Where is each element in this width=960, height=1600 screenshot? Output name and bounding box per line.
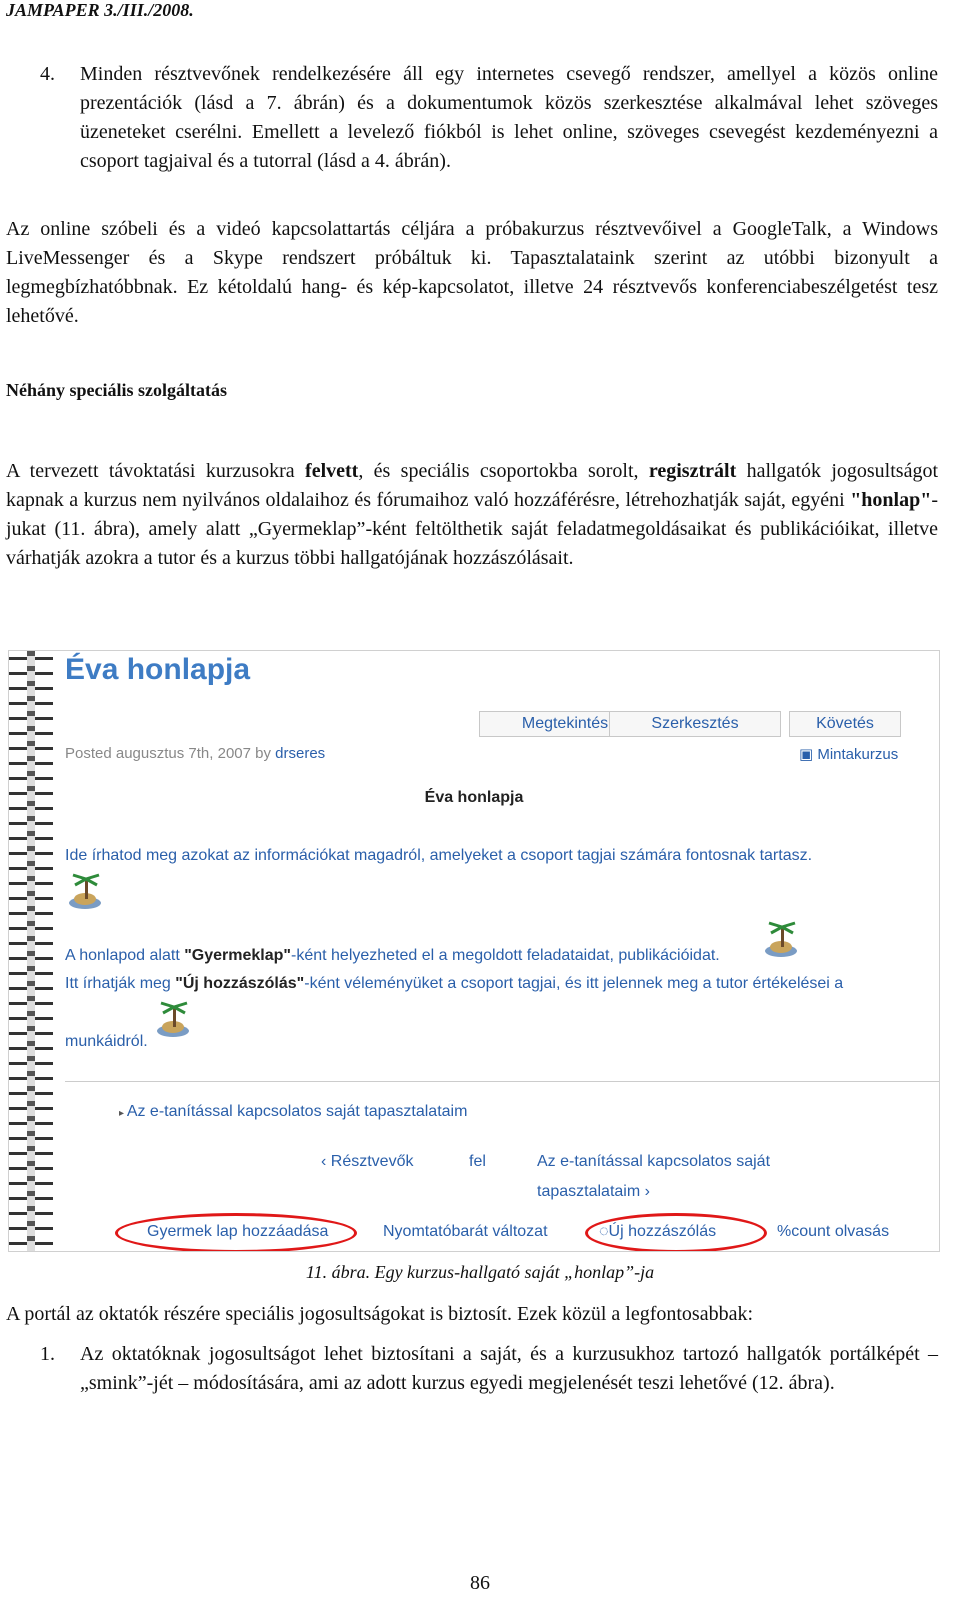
section-heading: Néhány speciális szolgáltatás (6, 380, 228, 400)
posted-info: Posted augusztus 7th, 2007 by drseres (65, 745, 326, 762)
nav-next-link-line2[interactable]: tapasztalataim › (537, 1183, 650, 1200)
tab-edit[interactable]: Szerkesztés (609, 711, 781, 737)
highlight-oval-add-child (115, 1213, 357, 1252)
paragraph-portal: A portál az oktatók részére speciális jogosultságokat is biztosít. Ezek közül a legfontosabbak: (6, 1303, 754, 1325)
list-number-1: 1. (40, 1343, 55, 1365)
paragraph-services: A tervezett távoktatási kurzusokra felvett, és speciális csoportokba sorolt, regisztrált hallgatók jogosultságot kapnak a kurzus nem nyilvános oldalaihoz és fórumaihoz való hozzáférésre, létrehozhatják saját, egyéni "honlap"-jukat (11. ábra), amely alatt „Gyermeklap”-ként feltölthetik saját feladatmegoldásaikat és publikációikat, illetve várhatják azokra a tutor és a kurzus többi hallgatójának hozzászólásait. (6, 460, 939, 569)
tab-follow[interactable]: Követés (789, 711, 901, 737)
island-clipart-icon (65, 871, 105, 911)
course-link[interactable]: ▣ Mintakurzus (799, 746, 899, 763)
content-line-3: Itt írhatják meg "Új hozzászólás"-ként véleményüket a csoport tagjai, és itt jelennek meg a tutor értékelései a (65, 975, 844, 992)
add-child-page-link[interactable]: Gyermek lap hozzáadása (147, 1223, 329, 1240)
notebook-spiral (9, 651, 53, 1251)
screenshot-title: Éva honlapja (65, 653, 251, 686)
content-line-4: munkáidról. (65, 1033, 148, 1050)
book-link[interactable]: ▸ Az e-tanítással kapcsolatos saját tapasztalataim (119, 1103, 468, 1120)
list-item-4-text: Minden résztvevőnek rendelkezésére áll egy internetes csevegő rendszer, amellyel a közös online prezentációk (lásd a 7. ábrán) és a dokumentumok közös szerkesztése alkalmával lehet szöveges üzeneteket cserélni. Emellett a levelező fiókból is lehet online, szöveges csevegést kezdeményezni a csoport tagjaival és a tutorral (lásd a 4. ábrán). (80, 63, 938, 172)
nav-next-link-line1[interactable]: Az e-tanítással kapcsolatos saját (537, 1153, 771, 1170)
content-title: Éva honlapja (424, 789, 524, 806)
read-count: %count olvasás (777, 1223, 890, 1240)
list-number-4: 4. (40, 63, 55, 85)
nav-prev-link[interactable]: ‹ Résztvevők (321, 1153, 414, 1170)
running-header: JAMPAPER 3./III./2008. (6, 0, 194, 20)
paragraph-online-contact: Az online szóbeli és a videó kapcsolattartás céljára a próbakurzus résztvevőivel a GoogleTalk, a Windows LiveMessenger és a Skype rendszert próbáltuk ki. Tapasztalataink szerint az utóbbi bizonyult a legmegbízhatóbbnak. Ez kétoldalú hang- és kép-kapcsolatot, illetve 24 résztvevős konferenciabeszélgetést tesz lehetővé. (6, 218, 938, 327)
island-clipart-icon (761, 919, 801, 959)
book-icon: ▣ (799, 746, 818, 763)
figure-caption: 11. ábra. Egy kurzus-hallgató saját „honlap”-ja (305, 1262, 655, 1282)
comment-icon: ◌ (599, 1223, 609, 1240)
island-clipart-icon (153, 999, 193, 1039)
new-comment-link[interactable]: ◌Új hozzászólás (599, 1223, 717, 1240)
nav-up-link[interactable]: fel (469, 1153, 486, 1170)
divider (65, 1081, 939, 1082)
bullet-triangle-icon: ▸ (119, 1108, 127, 1119)
printer-friendly-link[interactable]: Nyomtatóbarát változat (383, 1223, 548, 1240)
content-line-1: Ide írhatod meg azokat az információkat magadról, amelyeket a csoport tagjai számára fontosnak tartasz. (65, 847, 813, 864)
highlight-oval-new-comment (585, 1213, 767, 1252)
content-line-2: A honlapod alatt "Gyermeklap"-ként helyezheted el a megoldott feladataidat, publikációidat. (65, 947, 720, 964)
list-item-1-text: Az oktatóknak jogosultságot lehet biztosítani a saját, és a kurzusukhoz tartozó hallgatók portálképét – „smink”-jét – módosítására, ami az adott kurzus egyedi megjelenését teszi lehetővé (12. ábra). (80, 1343, 938, 1394)
page-number: 86 (470, 1572, 490, 1594)
author-link[interactable]: drseres (275, 745, 326, 762)
figure-screenshot (8, 650, 940, 1252)
tab-view[interactable]: Megtekintés (479, 711, 651, 737)
